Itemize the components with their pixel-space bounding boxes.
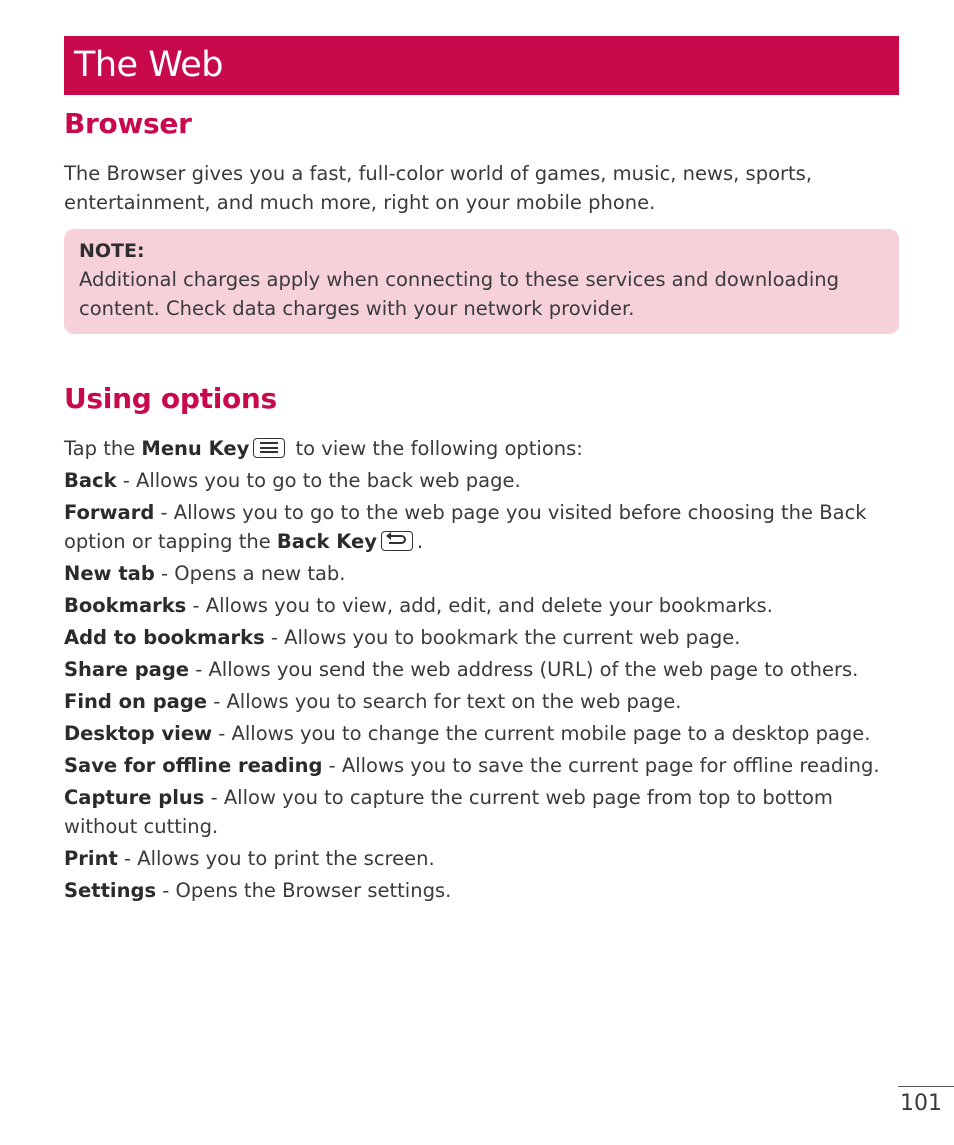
- option-term: Share page: [64, 658, 190, 681]
- option-term: Desktop view: [64, 722, 213, 745]
- option-term: Bookmarks: [64, 594, 187, 617]
- back-key-icon: [381, 531, 413, 551]
- option-item: [64, 719, 894, 748]
- option-term: Settings: [64, 879, 157, 902]
- option-desc: - Allows you to save the current page for offline reading.: [322, 754, 880, 777]
- browser-intro: The Browser gives you a fast, full-color world of games, music, news, sports, entertainment, and much more, right on your mobile phone.: [64, 162, 813, 214]
- option-term: Capture plus: [64, 786, 205, 809]
- option-desc: - Opens the Browser settings.: [156, 879, 452, 902]
- menu-key-label: Menu Key: [141, 437, 250, 460]
- note-label: NOTE:: [79, 240, 145, 262]
- option-desc: - Allows you send the web address (URL) of the web page to others.: [189, 658, 859, 681]
- option-term: Print: [64, 847, 118, 870]
- option-desc: - Allows you to view, add, edit, and delete your bookmarks.: [186, 594, 773, 617]
- option-desc: - Allows you to go to the web page you visited before choosing the Back option or tapping the: [64, 501, 867, 553]
- option-term: Back: [64, 469, 117, 492]
- page-number: 101: [900, 1091, 942, 1116]
- menu-key-icon: [253, 438, 285, 458]
- option-desc: - Allow you to capture the current web page from top to bottom without cutting.: [64, 786, 833, 838]
- option-item: [64, 623, 894, 652]
- option-term: New tab: [64, 562, 155, 585]
- option-term: Add to bookmarks: [64, 626, 265, 649]
- option-term: Find on page: [64, 690, 208, 713]
- option-desc: - Allows you to go to the back web page.: [116, 469, 521, 492]
- options-list: [64, 434, 894, 905]
- chapter-title: The Web: [74, 45, 224, 85]
- back-key-label: Back Key: [276, 530, 377, 553]
- option-item: [64, 687, 894, 716]
- chapter-header: [64, 36, 899, 95]
- note-text: Additional charges apply when connecting to these services and downloading content. Check data charges with your network provider.: [79, 268, 840, 320]
- options-intro: Tap the Menu Key to view the following options:: [64, 437, 583, 460]
- option-item: [64, 844, 894, 873]
- option-items: [64, 559, 894, 905]
- browser-heading: Browser: [64, 107, 192, 140]
- option-item: [64, 751, 894, 780]
- option-term: Save for offline reading: [64, 754, 323, 777]
- option-item: [64, 876, 894, 905]
- option-desc: - Allows you to bookmark the current web page.: [264, 626, 741, 649]
- option-item: [64, 559, 894, 588]
- using-options-heading: Using options: [64, 382, 277, 415]
- option-item: [64, 591, 894, 620]
- page-number-rule: [898, 1086, 954, 1087]
- option-forward: Forward - Allows you to go to the web page you visited before choosing the Back option or tapping the Back Key .: [64, 501, 867, 553]
- option-desc: - Allows you to change the current mobile page to a desktop page.: [212, 722, 871, 745]
- option-back: [64, 466, 894, 495]
- option-item: [64, 783, 894, 841]
- option-desc: - Allows you to search for text on the web page.: [207, 690, 682, 713]
- option-item: [64, 655, 894, 684]
- option-term: Forward: [64, 501, 155, 524]
- note-box: [64, 229, 899, 334]
- option-desc: - Allows you to print the screen.: [117, 847, 435, 870]
- option-desc: - Opens a new tab.: [154, 562, 346, 585]
